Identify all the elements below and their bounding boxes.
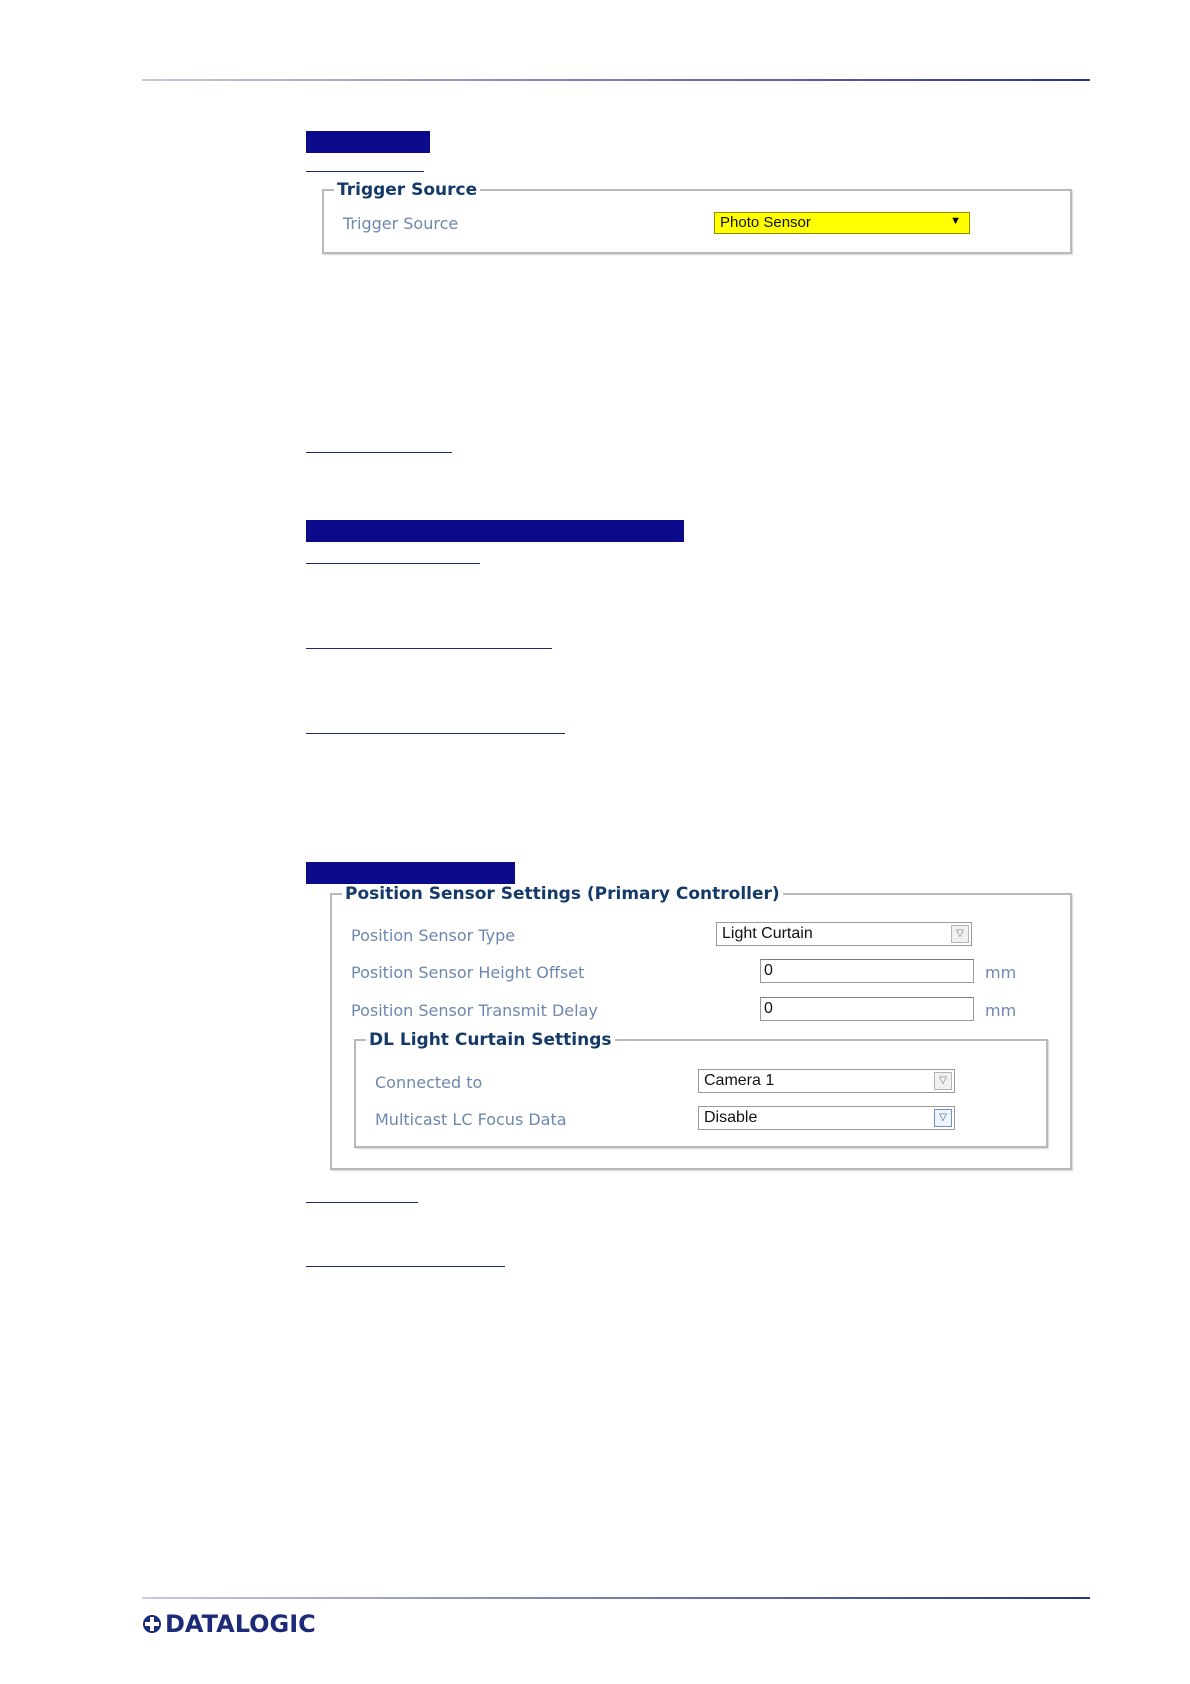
heading-bar bbox=[306, 131, 430, 153]
logo-text: DATALOGIC bbox=[165, 1610, 316, 1638]
underline-link[interactable] bbox=[306, 1266, 505, 1267]
chevron-down-icon: ▽ bbox=[934, 1072, 952, 1090]
trigger-source-value: Photo Sensor bbox=[720, 214, 811, 231]
transmit-delay-label: Position Sensor Transmit Delay bbox=[351, 1001, 598, 1020]
chevron-down-icon: ▽ bbox=[934, 1109, 952, 1127]
datalogic-logo bbox=[142, 1610, 316, 1638]
multicast-value: Disable bbox=[704, 1109, 758, 1126]
position-sensor-legend: Position Sensor Settings (Primary Controller) bbox=[345, 884, 780, 904]
position-sensor-type-value: Light Curtain bbox=[722, 925, 813, 942]
transmit-delay-unit: mm bbox=[985, 1001, 1017, 1020]
underline-link[interactable] bbox=[306, 1202, 418, 1203]
position-sensor-type-select[interactable] bbox=[716, 922, 972, 946]
connected-to-select[interactable] bbox=[698, 1069, 955, 1093]
underline-link[interactable] bbox=[306, 733, 565, 734]
underline-link[interactable] bbox=[306, 452, 452, 453]
transmit-delay-input[interactable]: 0 bbox=[760, 997, 974, 1021]
position-sensor-type-label: Position Sensor Type bbox=[351, 926, 516, 945]
height-offset-label: Position Sensor Height Offset bbox=[351, 963, 585, 982]
datalogic-mark-icon bbox=[142, 1614, 162, 1634]
connected-to-value: Camera 1 bbox=[704, 1072, 775, 1089]
height-offset-input[interactable]: 0 bbox=[760, 959, 974, 983]
dropdown-arrow-icon: ▼ bbox=[950, 215, 961, 227]
connected-to-label: Connected to bbox=[375, 1073, 483, 1092]
underline-link[interactable] bbox=[306, 563, 480, 564]
underline-link[interactable] bbox=[306, 171, 424, 172]
trigger-source-select[interactable] bbox=[714, 212, 970, 234]
footer-rule bbox=[142, 1597, 1090, 1599]
multicast-label: Multicast LC Focus Data bbox=[375, 1110, 567, 1129]
header-rule bbox=[142, 79, 1090, 81]
chevron-down-icon: ▽ bbox=[951, 925, 969, 943]
trigger-source-label: Trigger Source bbox=[343, 214, 459, 233]
trigger-source-legend: Trigger Source bbox=[337, 180, 478, 200]
multicast-select[interactable] bbox=[698, 1106, 955, 1130]
heading-bar bbox=[306, 862, 515, 884]
light-curtain-legend: DL Light Curtain Settings bbox=[369, 1030, 612, 1050]
heading-bar bbox=[306, 520, 684, 542]
underline-link[interactable] bbox=[306, 648, 552, 649]
height-offset-unit: mm bbox=[985, 963, 1017, 982]
